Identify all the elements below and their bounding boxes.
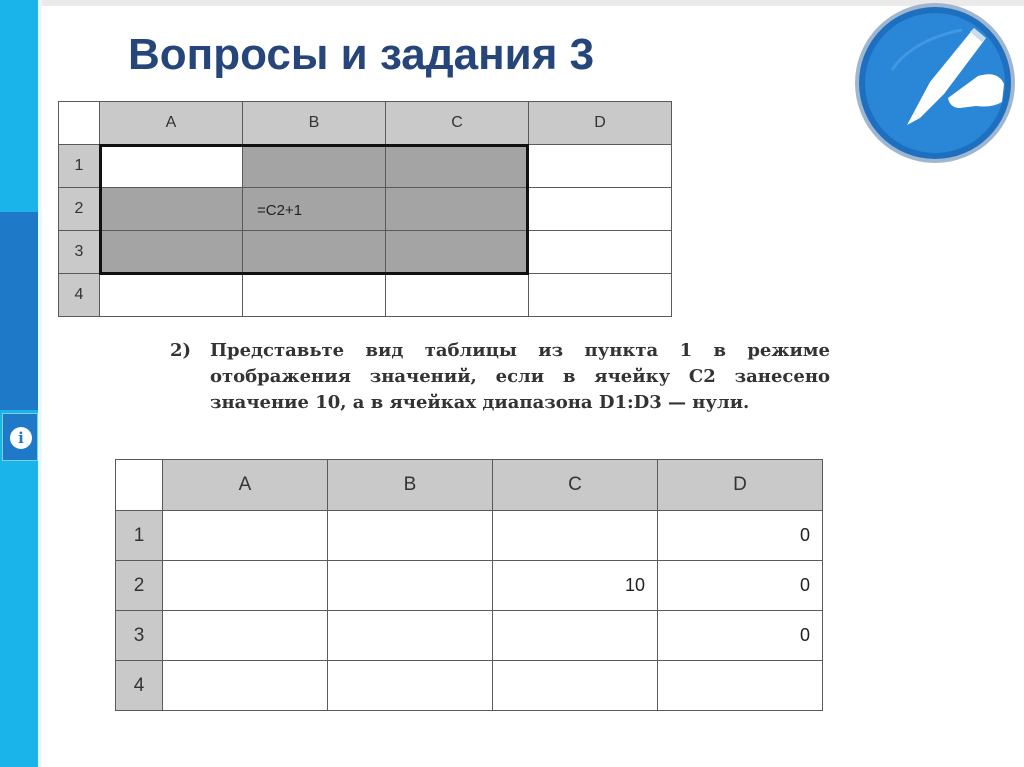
cell-b1 [243, 145, 386, 188]
cell-b4 [328, 661, 493, 711]
cell-d1: 0 [658, 511, 823, 561]
column-header: C [386, 102, 529, 145]
task-text [170, 338, 830, 416]
cell-b3 [328, 611, 493, 661]
cell-a3 [100, 231, 243, 274]
cell-c4 [386, 274, 529, 317]
row-header: 3 [116, 611, 163, 661]
cell-d4 [529, 274, 672, 317]
cell-b2: =C2+1 [243, 188, 386, 231]
cell-c3 [493, 611, 658, 661]
cell-b1 [328, 511, 493, 561]
info-button[interactable] [2, 413, 38, 461]
table-corner [59, 102, 100, 145]
column-header: C [493, 460, 658, 511]
cell-a4 [163, 661, 328, 711]
pen-writing-icon [852, 0, 1018, 166]
left-accent-bar-dark-segment [0, 212, 42, 410]
row-header: 3 [59, 231, 100, 274]
cell-b4 [243, 274, 386, 317]
row-header: 4 [116, 661, 163, 711]
column-header: D [529, 102, 672, 145]
cell-b3 [243, 231, 386, 274]
table-corner [116, 460, 163, 511]
row-header: 4 [59, 274, 100, 317]
cell-a2 [163, 561, 328, 611]
cell-c1 [493, 511, 658, 561]
cell-a1 [100, 145, 243, 188]
cell-c2 [386, 188, 529, 231]
cell-d1 [529, 145, 672, 188]
cell-a2 [100, 188, 243, 231]
page-title: Вопросы и задания 3 [128, 30, 595, 79]
values-table [115, 459, 823, 711]
column-header: A [100, 102, 243, 145]
formula-table [58, 101, 672, 317]
column-header: A [163, 460, 328, 511]
column-header: D [658, 460, 823, 511]
cell-d3: 0 [658, 611, 823, 661]
cell-c2: 10 [493, 561, 658, 611]
cell-d2: 0 [658, 561, 823, 611]
row-header: 2 [116, 561, 163, 611]
cell-a3 [163, 611, 328, 661]
cell-a1 [163, 511, 328, 561]
info-icon: i [10, 427, 32, 449]
cell-d2 [529, 188, 672, 231]
left-accent-divider [38, 0, 42, 767]
cell-a4 [100, 274, 243, 317]
cell-b2 [328, 561, 493, 611]
cell-c4 [493, 661, 658, 711]
column-header: B [328, 460, 493, 511]
row-header: 2 [59, 188, 100, 231]
task-number: 2) [170, 340, 192, 361]
cell-c3 [386, 231, 529, 274]
cell-d3 [529, 231, 672, 274]
cell-d4 [658, 661, 823, 711]
task-description: Представьте вид таблицы из пункта 1 в режиме отображения значений, если в ячейку С2 занесено значение 10, а в ячейках диапазона D1:D3 — нули. [210, 340, 830, 413]
column-header: B [243, 102, 386, 145]
cell-c1 [386, 145, 529, 188]
row-header: 1 [116, 511, 163, 561]
row-header: 1 [59, 145, 100, 188]
